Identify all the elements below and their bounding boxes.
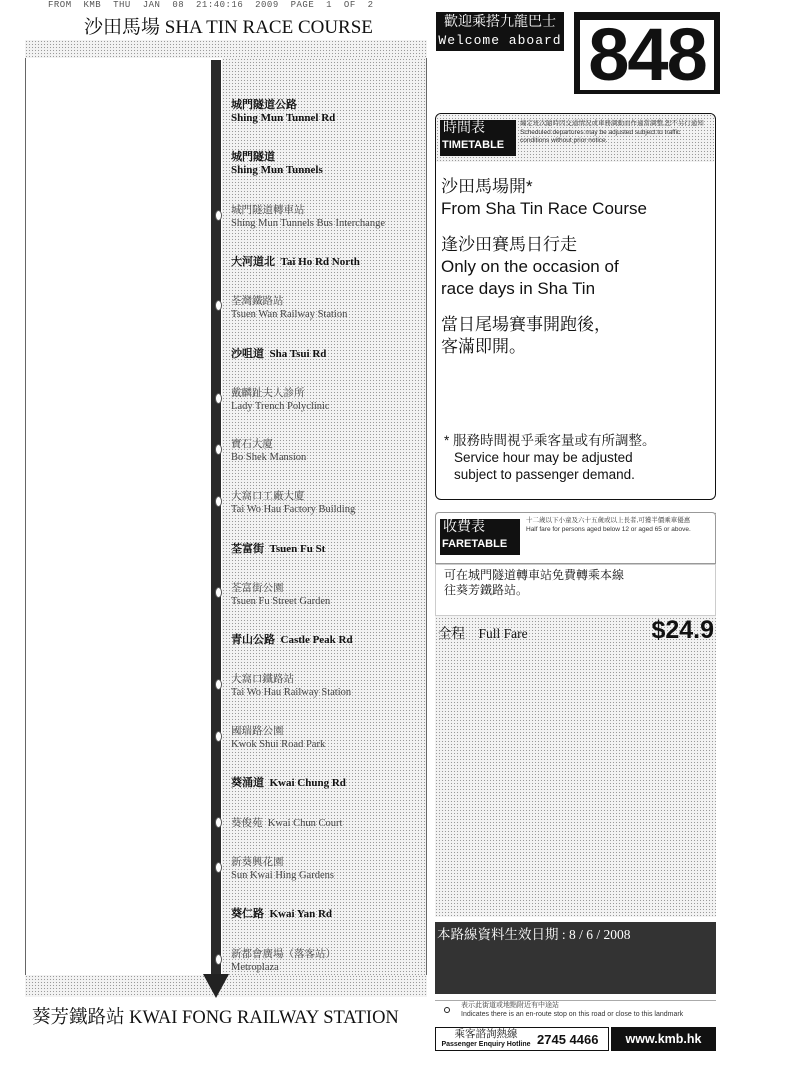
transfer-note xyxy=(435,564,716,616)
stop-dot-icon xyxy=(215,210,222,221)
timetable-header xyxy=(436,114,714,162)
service-notice xyxy=(444,432,712,483)
stop-dot-icon xyxy=(215,817,222,828)
stop-name-zh: 新葵興花園 xyxy=(231,857,284,868)
timetable-label xyxy=(440,120,516,156)
hotline-labels xyxy=(438,1030,534,1049)
stop-dot-icon xyxy=(215,393,222,404)
full-fare-label: 全程 Full Fare xyxy=(438,626,528,641)
stop-dot-icon xyxy=(215,862,222,873)
stop-item xyxy=(231,99,427,125)
transfer-note-line: 可在城門隧道轉車站免費轉乘本線 xyxy=(444,568,625,582)
stop-dot-icon xyxy=(215,444,222,455)
stop-name-zh: 葵仁路 xyxy=(231,908,264,920)
stop-item xyxy=(231,490,427,516)
timetable-note-zh: 編定班次隨時因交通情況或車務調動而作適當調整,恕不另行通知 xyxy=(520,120,704,127)
route-line xyxy=(211,60,221,975)
faretable-note-zh: 十二歲以下小童及六十五歲或以上長者,可獲半價乘車優惠 xyxy=(526,517,691,524)
stop-dot-icon xyxy=(215,679,222,690)
stop-name-en: Kwai Chung Rd xyxy=(269,777,346,789)
effective-date: 本路線資料生效日期 : 8 / 6 / 2008 xyxy=(437,927,631,942)
stop-name-en: Tai Wo Hau Factory Building xyxy=(231,504,356,515)
route-number-badge xyxy=(574,12,720,94)
stop-item xyxy=(231,856,427,882)
stop-name-en: Sun Kwai Hing Gardens xyxy=(231,870,334,881)
welcome-zh: 歡迎乘搭九龍巴士 xyxy=(444,15,556,30)
departure-rule-zh: 當日尾場賽事開跑後， xyxy=(441,315,611,334)
timetable-panel xyxy=(435,113,716,500)
destination-title: 葵芳鐵路站 KWAI FONG RAILWAY STATION xyxy=(32,1008,399,1028)
welcome-en: Welcome aboard xyxy=(438,33,562,48)
stop-name-zh: 城門隧道 xyxy=(231,151,275,163)
stop-item xyxy=(231,908,427,921)
stop-list-background xyxy=(222,58,426,975)
welcome-banner xyxy=(436,12,564,51)
stop-name-zh: 荃富街公園 xyxy=(231,583,284,594)
stop-dot-icon xyxy=(215,496,222,507)
stop-name-en: Shing Mun Tunnels xyxy=(231,164,323,176)
route-number: 848 xyxy=(580,20,714,90)
service-notice-en-2: subject to passenger demand. xyxy=(454,467,635,482)
hotline-box xyxy=(435,1027,609,1051)
service-notice-en: Service hour may be adjusted xyxy=(454,450,633,465)
service-days-zh: 逢沙田賽馬日行走 xyxy=(441,235,577,254)
faretable-header xyxy=(435,512,716,564)
faretable-label xyxy=(440,519,520,555)
stop-name-zh: 城門隧道公路 xyxy=(231,99,297,111)
print-header: FROM KMB THU JAN 08 21:40:16 2009 PAGE 1 OF 2 xyxy=(48,0,374,10)
timetable-label-zh: 時間表 xyxy=(443,121,485,136)
timetable-note xyxy=(520,120,710,146)
stop-name-en: Kwok Shui Road Park xyxy=(231,739,326,750)
hotline-number[interactable]: 2745 4466 xyxy=(537,1032,599,1047)
stop-name-en: Tsuen Wan Railway Station xyxy=(231,309,348,320)
effective-date-panel xyxy=(435,922,716,994)
stop-dot-icon xyxy=(444,1007,450,1013)
legend-en: Indicates there is an en-route stop on this road or close to this landmark xyxy=(461,1010,684,1018)
faretable-note-en: Half fare for persons aged below 12 or aged 65 or above. xyxy=(526,525,691,533)
stop-name-en: Castle Peak Rd xyxy=(280,634,353,646)
stop-name-en: Bo Shek Mansion xyxy=(231,452,307,463)
stop-item xyxy=(231,438,427,464)
stop-name-zh: 沙咀道 xyxy=(231,348,264,360)
stop-item xyxy=(231,543,427,556)
stop-name-en: Tsuen Fu Street Garden xyxy=(231,596,331,607)
faretable-label-en: FARETABLE xyxy=(442,538,508,550)
stop-item xyxy=(231,725,427,751)
stop-name-zh: 新都會廣場（落客站） xyxy=(231,949,336,960)
stop-item xyxy=(231,634,427,647)
stop-name-en: Metroplaza xyxy=(231,962,279,973)
stop-item xyxy=(231,256,427,269)
stop-name-en: Tsuen Fu St xyxy=(269,543,326,555)
website-link[interactable]: www.kmb.hk xyxy=(611,1027,716,1051)
stop-dot-icon xyxy=(215,731,222,742)
stop-item xyxy=(231,673,427,699)
route-arrow-down-icon xyxy=(203,974,229,998)
stop-name-en: Shing Mun Tunnel Rd xyxy=(231,112,336,124)
stop-item xyxy=(231,151,427,177)
stop-dot-icon xyxy=(215,954,222,965)
stop-dot-icon xyxy=(215,587,222,598)
origin-title: 沙田馬場 SHA TIN RACE COURSE xyxy=(84,17,373,38)
stop-name-en: Lady Trench Polyclinic xyxy=(231,401,330,412)
stop-item xyxy=(231,348,427,361)
stop-name-zh: 寶石大廈 xyxy=(231,439,273,450)
stop-name-zh: 葵俊苑 xyxy=(231,818,263,829)
stop-name-zh: 大窩口鐵路站 xyxy=(231,674,294,685)
stop-item xyxy=(231,817,427,830)
stop-item xyxy=(231,948,427,974)
hotline-zh: 乘客諮詢熱線 xyxy=(454,1029,518,1040)
legend-text xyxy=(461,1002,683,1019)
departure-en: From Sha Tin Race Course xyxy=(441,199,647,218)
stop-item xyxy=(231,295,427,321)
stop-name-zh: 大窩口工廠大廈 xyxy=(231,491,305,502)
service-days-en-2: race days in Sha Tin xyxy=(441,279,596,298)
stop-dot-icon xyxy=(215,300,222,311)
faretable-panel xyxy=(435,512,716,917)
faretable-label-zh: 收費表 xyxy=(443,520,485,535)
transfer-note-line-2: 往葵芳鐵路站。 xyxy=(444,583,529,597)
timetable-body xyxy=(441,176,711,372)
stop-name-zh: 城門隧道轉車站 xyxy=(231,205,305,216)
stop-item xyxy=(231,387,427,413)
stop-item xyxy=(231,582,427,608)
stop-name-zh: 大河道北 xyxy=(231,256,275,268)
stop-name-zh: 荃灣鐵路站 xyxy=(231,296,284,307)
stop-name-en: Kwai Yan Rd xyxy=(269,908,333,920)
timetable-note-en: Scheduled departures may be adjusted subject to traffic conditions without prior notice. xyxy=(520,128,681,144)
legend xyxy=(435,1000,716,1023)
faretable-note xyxy=(526,517,712,534)
stop-item xyxy=(231,204,427,230)
stop-name-en: Tai Wo Hau Railway Station xyxy=(231,687,352,698)
full-fare-row xyxy=(435,616,716,646)
stop-name-en: Kwai Chun Court xyxy=(267,818,343,829)
stop-name-zh: 戴麟趾夫人診所 xyxy=(231,388,305,399)
stop-name-en: Sha Tsui Rd xyxy=(269,348,327,360)
stop-name-en: Shing Mun Tunnels Bus Interchange xyxy=(231,218,386,229)
departure-rule-zh-2: 客滿即開。 xyxy=(441,337,526,356)
stop-name-zh: 荃富街 xyxy=(231,543,264,555)
hotline-en: Passenger Enquiry Hotline xyxy=(441,1041,531,1048)
route-top-bar xyxy=(25,40,427,58)
stop-item xyxy=(231,777,427,790)
full-fare-value: $24.9 xyxy=(651,616,714,644)
departure-zh: 沙田馬場開* xyxy=(441,177,533,196)
stop-name-zh: 葵涌道 xyxy=(231,777,264,789)
timetable-label-en: TIMETABLE xyxy=(442,139,505,151)
legend-zh: 表示此街道或地點附近有中途站 xyxy=(461,1002,559,1009)
service-days-en: Only on the occasion of xyxy=(441,257,619,276)
stop-name-en: Tai Ho Rd North xyxy=(280,256,360,268)
service-notice-zh: * 服務時間視乎乘客量或有所調整。 xyxy=(444,433,656,448)
stop-name-zh: 國瑞路公園 xyxy=(231,726,284,737)
stop-name-zh: 青山公路 xyxy=(231,634,275,646)
